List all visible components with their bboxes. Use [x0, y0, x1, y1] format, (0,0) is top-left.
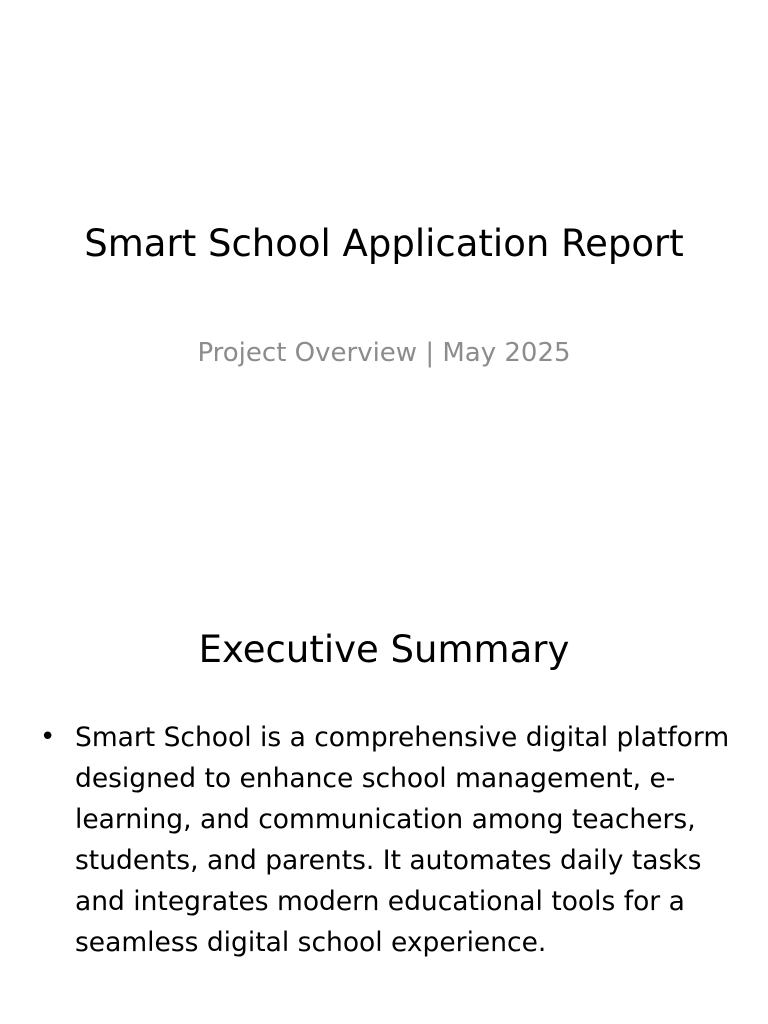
- executive-summary-slide: [0, 512, 768, 1024]
- section-heading: Executive Summary: [198, 628, 570, 671]
- report-title: Smart School Application Report: [84, 222, 684, 265]
- report-subtitle: Project Overview | May 2025: [197, 338, 571, 368]
- summary-bullet-item: [40, 717, 730, 963]
- summary-bullet-list: [40, 717, 730, 963]
- bullet-text: Smart School is a comprehensive digital platform designed to enhance school management, e-learning, and communication among teachers, students, and parents. It automates daily tasks and integrates modern educational tools for a seamless digital school experience.: [75, 722, 730, 958]
- bullet-icon: •: [40, 722, 56, 752]
